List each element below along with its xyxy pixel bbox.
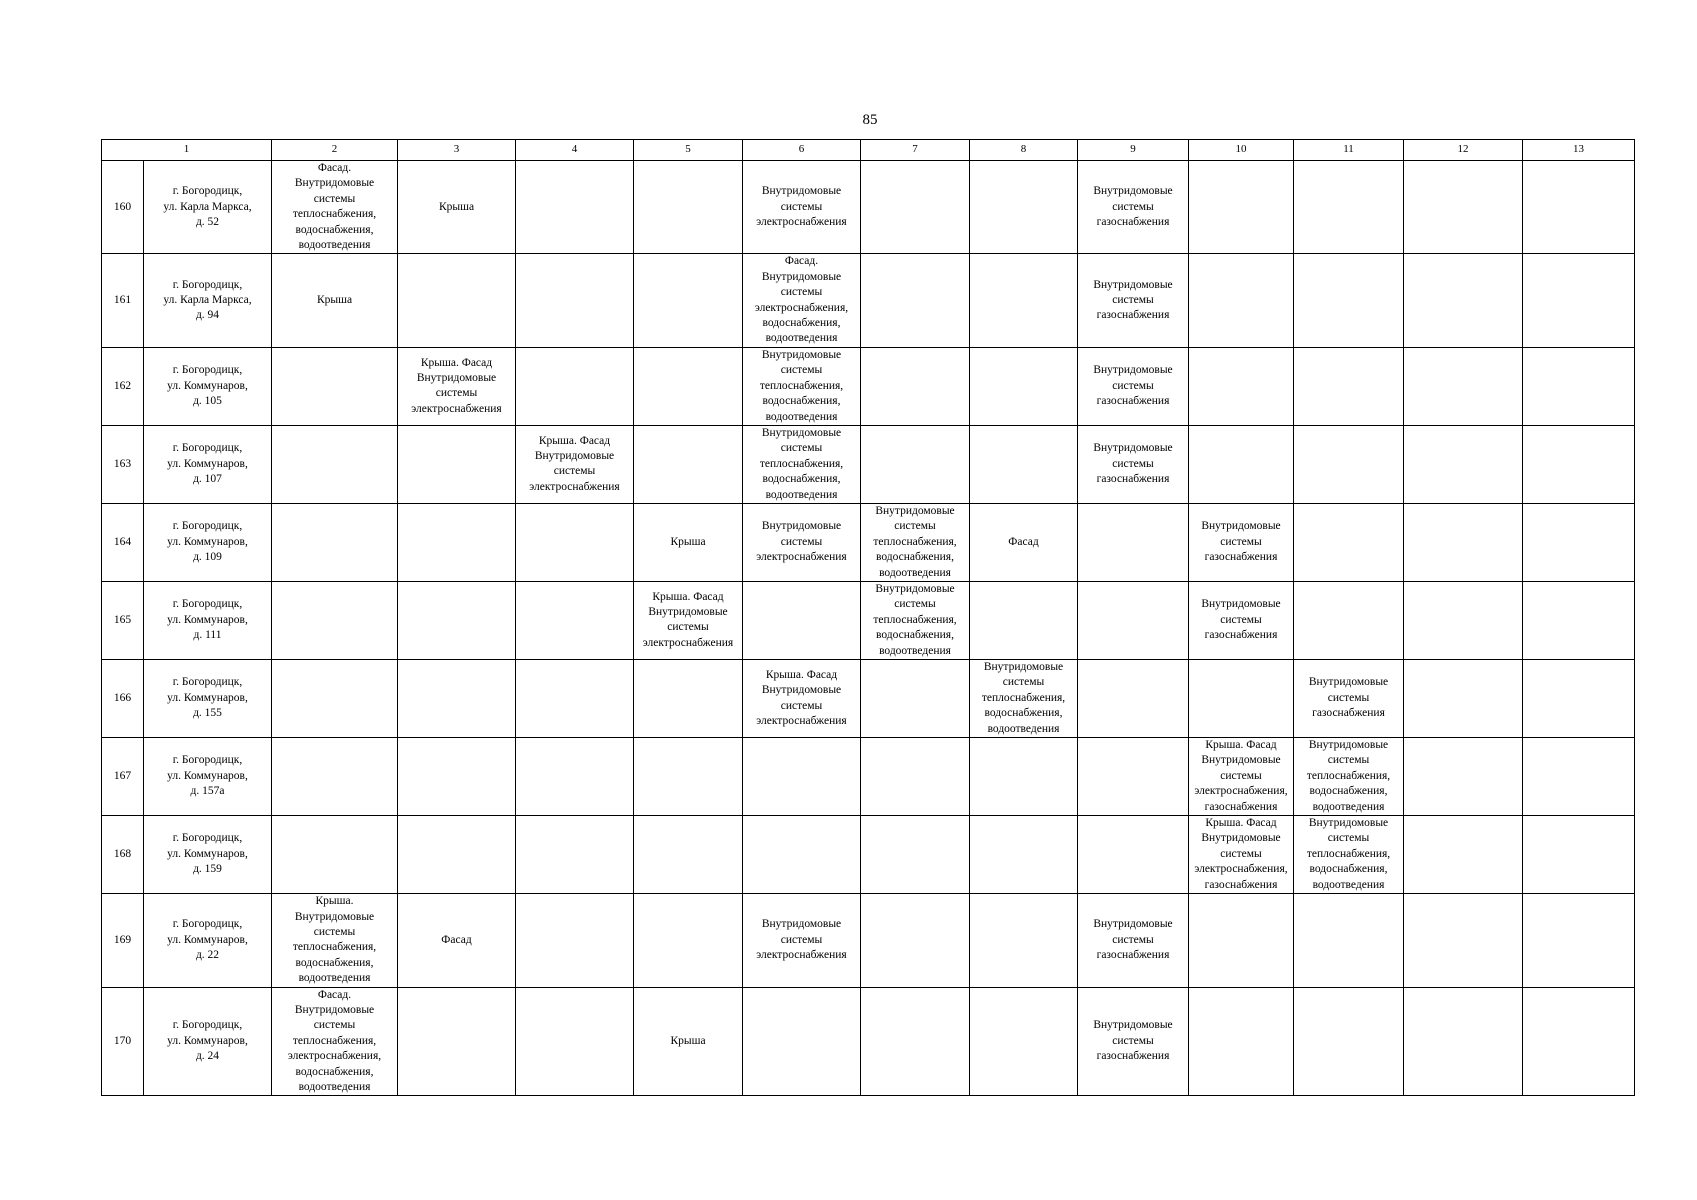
work-cell-col-3 xyxy=(398,660,516,738)
work-cell-col-7 xyxy=(861,254,970,347)
work-cell-col-10: Крыша. Фасад Внутридомовые системы электроснабжения, газоснабжения xyxy=(1189,816,1294,894)
work-cell-col-7 xyxy=(861,347,970,425)
work-cell-col-5 xyxy=(634,738,743,816)
work-cell-col-9 xyxy=(1078,660,1189,738)
work-cell-col-4 xyxy=(516,816,634,894)
work-cell-col-2: Крыша. Внутридомовые системы теплоснабжения, водоснабжения, водоотведения xyxy=(272,894,398,987)
work-cell-col-9: Внутридомовые системы газоснабжения xyxy=(1078,347,1189,425)
work-cell-col-11: Внутридомовые системы теплоснабжения, водоснабжения, водоотведения xyxy=(1294,816,1404,894)
work-cell-col-11: Внутридомовые системы газоснабжения xyxy=(1294,660,1404,738)
work-cell-col-9 xyxy=(1078,738,1189,816)
table-row xyxy=(102,161,1635,254)
work-cell-col-7 xyxy=(861,894,970,987)
address-cell: г. Богородицк, ул. Карла Маркса, д. 52 xyxy=(144,161,272,254)
work-cell-col-3 xyxy=(398,581,516,659)
column-header: 12 xyxy=(1404,140,1523,161)
work-cell-col-13 xyxy=(1523,987,1635,1096)
work-cell-col-12 xyxy=(1404,894,1523,987)
address-cell: г. Богородицк, ул. Коммунаров, д. 157а xyxy=(144,738,272,816)
work-cell-col-13 xyxy=(1523,161,1635,254)
work-cell-col-7 xyxy=(861,425,970,503)
address-cell: г. Богородицк, ул. Коммунаров, д. 109 xyxy=(144,503,272,581)
work-cell-col-7 xyxy=(861,987,970,1096)
work-cell-col-9: Внутридомовые системы газоснабжения xyxy=(1078,987,1189,1096)
work-cell-col-9 xyxy=(1078,816,1189,894)
work-cell-col-8 xyxy=(970,894,1078,987)
work-cell-col-4 xyxy=(516,161,634,254)
work-cell-col-10 xyxy=(1189,161,1294,254)
work-cell-col-4 xyxy=(516,987,634,1096)
register-table xyxy=(101,139,1635,1096)
work-cell-col-4: Крыша. Фасад Внутридомовые системы электроснабжения xyxy=(516,425,634,503)
work-cell-col-8: Фасад xyxy=(970,503,1078,581)
work-cell-col-13 xyxy=(1523,503,1635,581)
work-cell-col-6: Внутридомовые системы электроснабжения xyxy=(743,503,861,581)
work-cell-col-11 xyxy=(1294,254,1404,347)
column-header: 9 xyxy=(1078,140,1189,161)
address-cell: г. Богородицк, ул. Коммунаров, д. 155 xyxy=(144,660,272,738)
work-cell-col-12 xyxy=(1404,581,1523,659)
work-cell-col-4 xyxy=(516,347,634,425)
work-cell-col-12 xyxy=(1404,254,1523,347)
work-cell-col-5 xyxy=(634,660,743,738)
work-cell-col-12 xyxy=(1404,738,1523,816)
work-cell-col-11 xyxy=(1294,425,1404,503)
column-header: 3 xyxy=(398,140,516,161)
work-cell-col-11 xyxy=(1294,503,1404,581)
column-header: 5 xyxy=(634,140,743,161)
work-cell-col-9: Внутридомовые системы газоснабжения xyxy=(1078,894,1189,987)
work-cell-col-9: Внутридомовые системы газоснабжения xyxy=(1078,425,1189,503)
work-cell-col-12 xyxy=(1404,503,1523,581)
work-cell-col-2 xyxy=(272,425,398,503)
work-cell-col-9: Внутридомовые системы газоснабжения xyxy=(1078,161,1189,254)
work-cell-col-13 xyxy=(1523,816,1635,894)
row-number: 167 xyxy=(102,738,144,816)
work-cell-col-11 xyxy=(1294,894,1404,987)
work-cell-col-9 xyxy=(1078,503,1189,581)
work-cell-col-7: Внутридомовые системы теплоснабжения, водоснабжения, водоотведения xyxy=(861,503,970,581)
row-number: 165 xyxy=(102,581,144,659)
work-cell-col-12 xyxy=(1404,987,1523,1096)
work-cell-col-3 xyxy=(398,254,516,347)
column-header: 6 xyxy=(743,140,861,161)
address-cell: г. Богородицк, ул. Коммунаров, д. 159 xyxy=(144,816,272,894)
work-cell-col-2 xyxy=(272,816,398,894)
work-cell-col-3 xyxy=(398,425,516,503)
address-cell: г. Богородицк, ул. Коммунаров, д. 22 xyxy=(144,894,272,987)
page-number: 85 xyxy=(862,112,878,128)
work-cell-col-5 xyxy=(634,425,743,503)
work-cell-col-10 xyxy=(1189,894,1294,987)
table-row xyxy=(102,987,1635,1096)
table-row xyxy=(102,894,1635,987)
work-cell-col-10 xyxy=(1189,987,1294,1096)
work-cell-col-12 xyxy=(1404,816,1523,894)
work-cell-col-8 xyxy=(970,347,1078,425)
work-cell-col-12 xyxy=(1404,660,1523,738)
work-cell-col-3 xyxy=(398,738,516,816)
work-cell-col-5: Крыша xyxy=(634,987,743,1096)
address-cell: г. Богородицк, ул. Карла Маркса, д. 94 xyxy=(144,254,272,347)
work-cell-col-5: Крыша xyxy=(634,503,743,581)
row-number: 162 xyxy=(102,347,144,425)
work-cell-col-3 xyxy=(398,987,516,1096)
address-cell: г. Богородицк, ул. Коммунаров, д. 111 xyxy=(144,581,272,659)
row-number: 169 xyxy=(102,894,144,987)
work-cell-col-6: Внутридомовые системы электроснабжения xyxy=(743,161,861,254)
work-cell-col-10: Внутридомовые системы газоснабжения xyxy=(1189,503,1294,581)
work-cell-col-6 xyxy=(743,987,861,1096)
work-cell-col-7 xyxy=(861,738,970,816)
work-cell-col-6: Внутридомовые системы электроснабжения xyxy=(743,894,861,987)
row-number: 166 xyxy=(102,660,144,738)
row-number: 170 xyxy=(102,987,144,1096)
work-cell-col-2 xyxy=(272,503,398,581)
work-cell-col-6: Внутридомовые системы теплоснабжения, водоснабжения, водоотведения xyxy=(743,347,861,425)
work-cell-col-8: Внутридомовые системы теплоснабжения, водоснабжения, водоотведения xyxy=(970,660,1078,738)
work-cell-col-7 xyxy=(861,161,970,254)
work-cell-col-8 xyxy=(970,581,1078,659)
column-header: 7 xyxy=(861,140,970,161)
row-number: 161 xyxy=(102,254,144,347)
work-cell-col-3: Крыша xyxy=(398,161,516,254)
column-header: 4 xyxy=(516,140,634,161)
work-cell-col-7 xyxy=(861,660,970,738)
work-cell-col-9 xyxy=(1078,581,1189,659)
work-cell-col-2 xyxy=(272,347,398,425)
work-cell-col-12 xyxy=(1404,347,1523,425)
work-cell-col-6 xyxy=(743,816,861,894)
work-cell-col-3 xyxy=(398,816,516,894)
table-row xyxy=(102,425,1635,503)
work-cell-col-5 xyxy=(634,161,743,254)
work-cell-col-7: Внутридомовые системы теплоснабжения, водоснабжения, водоотведения xyxy=(861,581,970,659)
work-cell-col-10: Внутридомовые системы газоснабжения xyxy=(1189,581,1294,659)
work-cell-col-13 xyxy=(1523,254,1635,347)
work-cell-col-2: Фасад. Внутридомовые системы теплоснабжения, водоснабжения, водоотведения xyxy=(272,161,398,254)
table-row xyxy=(102,503,1635,581)
column-header: 2 xyxy=(272,140,398,161)
work-cell-col-3 xyxy=(398,503,516,581)
work-cell-col-2 xyxy=(272,738,398,816)
table-row xyxy=(102,254,1635,347)
work-cell-col-5 xyxy=(634,254,743,347)
table-row xyxy=(102,581,1635,659)
work-cell-col-6: Фасад. Внутридомовые системы электроснабжения, водоснабжения, водоотведения xyxy=(743,254,861,347)
work-cell-col-5 xyxy=(634,347,743,425)
table-row xyxy=(102,660,1635,738)
work-cell-col-4 xyxy=(516,254,634,347)
work-cell-col-4 xyxy=(516,894,634,987)
work-cell-col-6 xyxy=(743,738,861,816)
work-cell-col-8 xyxy=(970,738,1078,816)
work-cell-col-5 xyxy=(634,894,743,987)
work-cell-col-3: Крыша. Фасад Внутридомовые системы электроснабжения xyxy=(398,347,516,425)
work-cell-col-11 xyxy=(1294,987,1404,1096)
work-cell-col-5 xyxy=(634,816,743,894)
work-cell-col-4 xyxy=(516,660,634,738)
address-cell: г. Богородицк, ул. Коммунаров, д. 24 xyxy=(144,987,272,1096)
address-cell: г. Богородицк, ул. Коммунаров, д. 105 xyxy=(144,347,272,425)
work-cell-col-11 xyxy=(1294,581,1404,659)
work-cell-col-13 xyxy=(1523,581,1635,659)
address-cell: г. Богородицк, ул. Коммунаров, д. 107 xyxy=(144,425,272,503)
table-body xyxy=(102,161,1635,1096)
table-row xyxy=(102,816,1635,894)
work-cell-col-13 xyxy=(1523,425,1635,503)
work-cell-col-13 xyxy=(1523,347,1635,425)
column-header: 13 xyxy=(1523,140,1635,161)
work-cell-col-13 xyxy=(1523,738,1635,816)
work-cell-col-3: Фасад xyxy=(398,894,516,987)
work-cell-col-8 xyxy=(970,816,1078,894)
work-cell-col-10 xyxy=(1189,660,1294,738)
work-cell-col-13 xyxy=(1523,660,1635,738)
work-cell-col-2 xyxy=(272,581,398,659)
work-cell-col-13 xyxy=(1523,894,1635,987)
work-cell-col-8 xyxy=(970,987,1078,1096)
row-number: 163 xyxy=(102,425,144,503)
header-row xyxy=(102,140,1635,161)
row-number: 168 xyxy=(102,816,144,894)
work-cell-col-12 xyxy=(1404,161,1523,254)
work-cell-col-4 xyxy=(516,738,634,816)
work-cell-col-4 xyxy=(516,581,634,659)
work-cell-col-2: Фасад. Внутридомовые системы теплоснабжения, электроснабжения, водоснабжения, водоотведения xyxy=(272,987,398,1096)
work-cell-col-4 xyxy=(516,503,634,581)
work-cell-col-11 xyxy=(1294,347,1404,425)
work-cell-col-8 xyxy=(970,254,1078,347)
work-cell-col-6: Крыша. Фасад Внутридомовые системы электроснабжения xyxy=(743,660,861,738)
column-header: 10 xyxy=(1189,140,1294,161)
column-header: 11 xyxy=(1294,140,1404,161)
column-header: 8 xyxy=(970,140,1078,161)
work-cell-col-5: Крыша. Фасад Внутридомовые системы электроснабжения xyxy=(634,581,743,659)
work-cell-col-8 xyxy=(970,425,1078,503)
work-cell-col-11: Внутридомовые системы теплоснабжения, водоснабжения, водоотведения xyxy=(1294,738,1404,816)
row-number: 164 xyxy=(102,503,144,581)
table-row xyxy=(102,347,1635,425)
work-cell-col-6: Внутридомовые системы теплоснабжения, водоснабжения, водоотведения xyxy=(743,425,861,503)
row-number: 160 xyxy=(102,161,144,254)
work-cell-col-10 xyxy=(1189,425,1294,503)
column-header: 1 xyxy=(102,140,272,161)
work-cell-col-10 xyxy=(1189,347,1294,425)
work-cell-col-7 xyxy=(861,816,970,894)
work-cell-col-9: Внутридомовые системы газоснабжения xyxy=(1078,254,1189,347)
work-cell-col-12 xyxy=(1404,425,1523,503)
work-cell-col-11 xyxy=(1294,161,1404,254)
work-cell-col-10: Крыша. Фасад Внутридомовые системы электроснабжения, газоснабжения xyxy=(1189,738,1294,816)
work-cell-col-2: Крыша xyxy=(272,254,398,347)
work-cell-col-8 xyxy=(970,161,1078,254)
work-cell-col-2 xyxy=(272,660,398,738)
work-cell-col-6 xyxy=(743,581,861,659)
work-cell-col-10 xyxy=(1189,254,1294,347)
table-row xyxy=(102,738,1635,816)
